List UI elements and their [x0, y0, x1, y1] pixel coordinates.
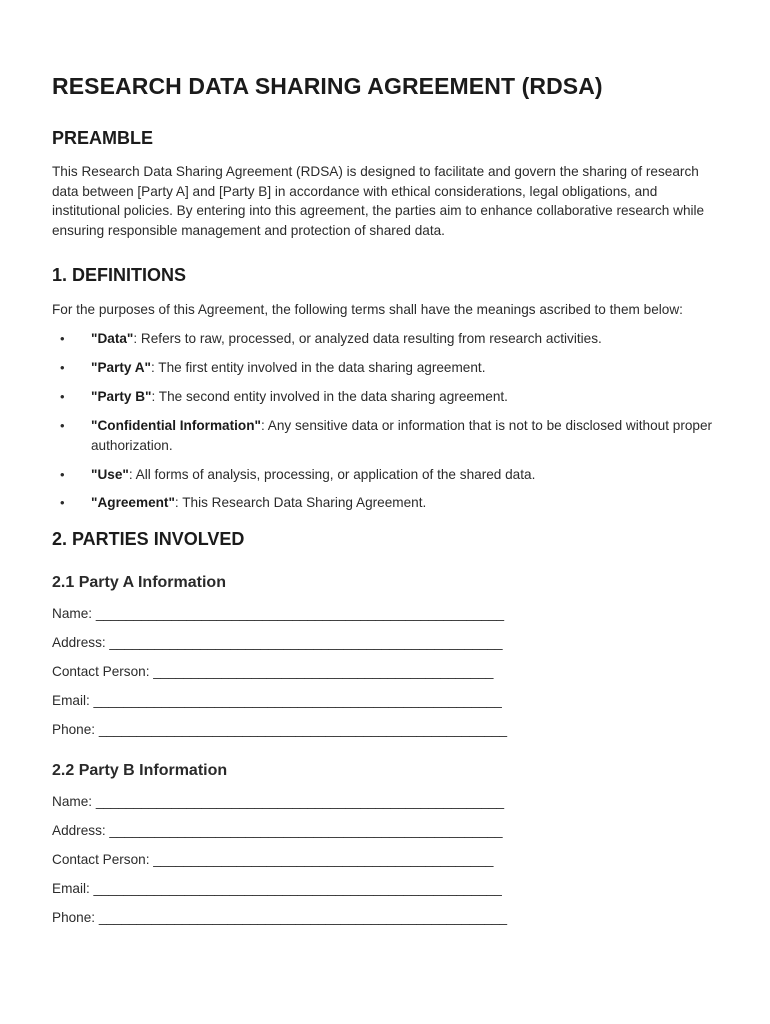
definition-term: "Party B"	[91, 388, 152, 404]
definitions-heading: 1. DEFINITIONS	[52, 265, 187, 286]
party-b-heading: 2.2 Party B Information	[52, 761, 228, 779]
definition-text: : The first entity involved in the data sharing agreement.	[150, 359, 486, 375]
definition-item-use	[52, 465, 722, 485]
party-a-name-field[interactable]: Name: ______________________________________________________	[52, 606, 505, 622]
definition-term: "Confidential Information"	[91, 417, 261, 433]
party-a-phone-field[interactable]: Phone: ______________________________________________________	[52, 722, 508, 738]
party-b-phone-field[interactable]: Phone: ______________________________________________________	[52, 909, 508, 925]
definition-item-agreement	[52, 493, 722, 513]
definitions-intro: For the purposes of this Agreement, the following terms shall have the meanings ascribed to them below:	[52, 302, 683, 318]
party-b-email-field[interactable]: Email: ______________________________________________________	[52, 880, 502, 896]
party-a-fields	[52, 604, 722, 740]
bullet-icon: •	[60, 330, 65, 346]
definition-term: "Use"	[91, 466, 129, 482]
party-b-fields	[52, 792, 722, 928]
party-b-contact-person-field[interactable]: Contact Person: _____________________________________________	[52, 851, 494, 867]
bullet-icon: •	[60, 495, 65, 511]
bullet-icon: •	[60, 359, 65, 375]
bullet-icon: •	[60, 388, 65, 404]
definition-item-party-b	[52, 387, 722, 407]
definition-text: : Any sensitive data or information that is not to be disclosed without proper authorization.	[91, 417, 713, 453]
definition-item-party-a	[52, 358, 722, 378]
definition-text: : The second entity involved in the data sharing agreement.	[151, 388, 508, 404]
bullet-icon: •	[60, 417, 65, 433]
definition-term: "Agreement"	[91, 495, 175, 511]
party-b-address-field[interactable]: Address: ____________________________________________________	[52, 822, 503, 838]
document-page	[52, 68, 722, 937]
parties-heading: 2. PARTIES INVOLVED	[52, 529, 245, 550]
document-title: RESEARCH DATA SHARING AGREEMENT (RDSA)	[52, 73, 603, 99]
definitions-list	[52, 329, 722, 513]
definition-item-data	[52, 329, 722, 349]
definition-term: "Data"	[91, 330, 134, 346]
definition-item-confidential-information	[52, 416, 722, 455]
bullet-icon: •	[60, 466, 65, 482]
party-b-name-field[interactable]: Name: ______________________________________________________	[52, 793, 505, 809]
party-a-heading: 2.1 Party A Information	[52, 574, 226, 592]
party-a-contact-person-field[interactable]: Contact Person: _____________________________________________	[52, 664, 494, 680]
definition-text: : All forms of analysis, processing, or application of the shared data.	[128, 466, 536, 482]
party-a-email-field[interactable]: Email: ______________________________________________________	[52, 693, 502, 709]
preamble-text: This Research Data Sharing Agreement (RDSA) is designed to facilitate and govern the sharing of research data between [Party A] and [Party B] in accordance with ethical considerations, legal obligations, and institutional policies. By entering into this agreement, the parties aim to enhance collaborative research while ensuring responsible management and protection of shared data.	[52, 164, 705, 238]
preamble-heading: PREAMBLE	[52, 128, 154, 148]
definition-text: : Refers to raw, processed, or analyzed data resulting from research activities.	[133, 330, 602, 346]
party-a-address-field[interactable]: Address: ____________________________________________________	[52, 635, 503, 651]
definition-text: : This Research Data Sharing Agreement.	[174, 495, 427, 511]
definition-term: "Party A"	[91, 359, 151, 375]
